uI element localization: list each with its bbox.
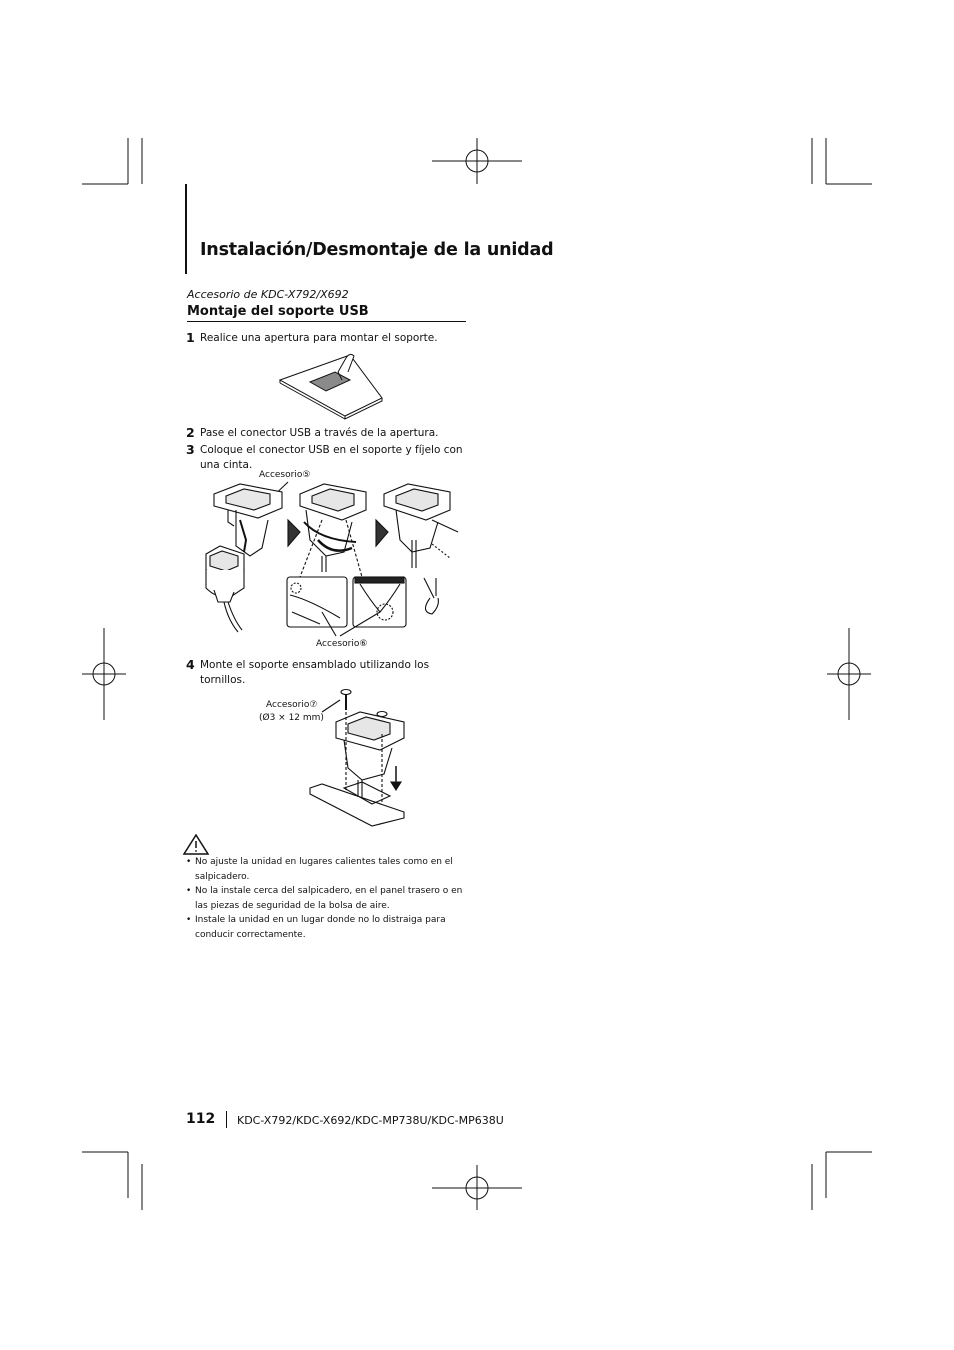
section-heading: Montaje del soporte USB [187, 304, 466, 322]
step-3-text: Coloque el conector USB en el soporte y fíjelo con una cinta. [200, 444, 463, 471]
step-2-text: Pase el conector USB a través de la apertura. [200, 427, 439, 439]
page-number: 112 [186, 1111, 216, 1127]
step-3-number: 3 [186, 442, 195, 457]
step-4-text: Monte el soporte ensamblado utilizando los tornillos. [200, 659, 430, 686]
page-title: Instalación/Desmontaje de la unidad [200, 240, 554, 260]
accessory-7-size: (Ø3 × 12 mm) [259, 713, 324, 723]
step-2-number: 2 [186, 425, 195, 440]
accessory-6-label: Accesorio⑥ [316, 639, 368, 649]
step-1-text: Realice una apertura para montar el soporte. [200, 332, 438, 344]
footer-models: KDC-X792/KDC-X692/KDC-MP738U/KDC-MP638U [237, 1114, 504, 1127]
footer-divider [226, 1111, 227, 1128]
warning-item: • No ajuste la unidad en lugares calientes tales como en el salpicadero. [186, 855, 471, 884]
accessory-5-label: Accesorio⑤ [259, 470, 311, 480]
step-4-number: 4 [186, 657, 195, 672]
accessory-note: Accesorio de KDC-X792/X692 [187, 288, 349, 301]
warning-list [186, 855, 471, 942]
warning-item: • No la instale cerca del salpicadero, en el panel trasero o en las piezas de seguridad de la bolsa de aire. [186, 884, 471, 913]
accessory-7-label: Accesorio⑦ [266, 700, 318, 710]
step-1-number: 1 [186, 330, 195, 345]
warning-item: • Instale la unidad en un lugar donde no lo distraiga para conducir correctamente. [186, 913, 471, 942]
